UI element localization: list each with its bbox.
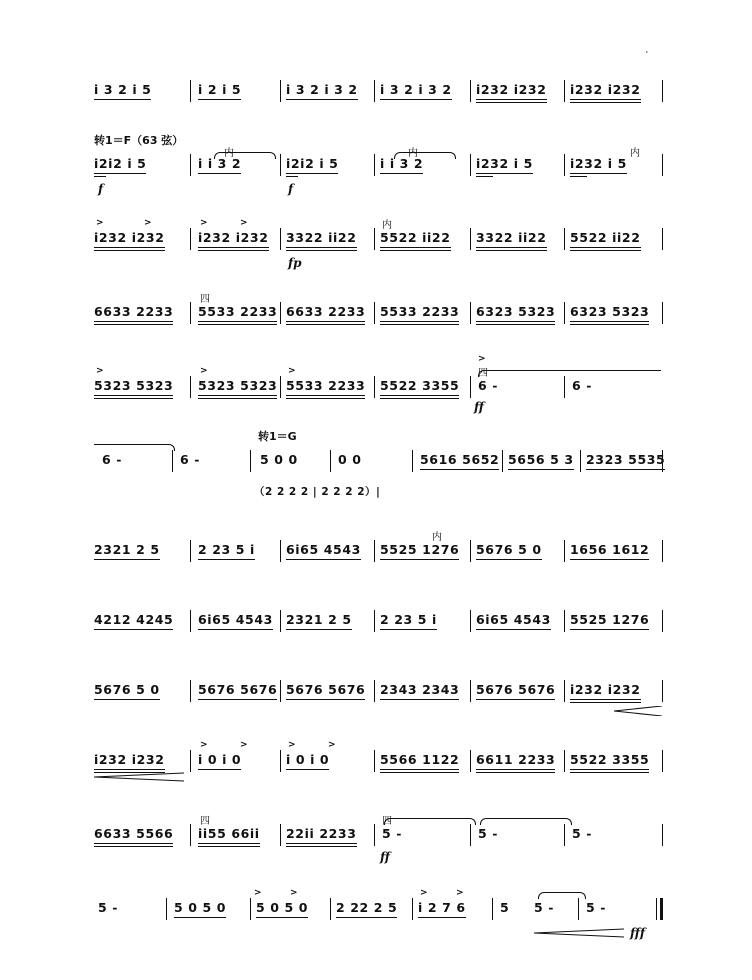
system-8: [94, 586, 664, 656]
measure: 22ii 2233: [286, 826, 357, 841]
measure: 5676 5 0: [476, 542, 542, 557]
measure: 5616 5652: [420, 452, 499, 467]
system-10: [94, 726, 664, 796]
measure: 6i65 4543: [476, 612, 551, 627]
nei-mark: 内: [224, 148, 234, 159]
system-6: [94, 426, 664, 496]
system-2: [94, 130, 664, 200]
measure: 5: [500, 900, 510, 915]
measure: 5522 ii22: [570, 230, 641, 245]
measure: 5 0 5 0: [256, 900, 308, 915]
measure: 6 -: [102, 452, 123, 467]
measure: 5 0 0: [260, 452, 298, 467]
accent-mark: >: [290, 888, 298, 898]
accent-mark: >: [240, 218, 248, 228]
measure: i232 i232: [94, 752, 165, 767]
measure: 5656 5 3: [508, 452, 574, 467]
measure: i 0 i 0: [198, 752, 241, 767]
si-mark: 四: [200, 294, 210, 305]
measure: i2i2 i 5: [286, 156, 338, 171]
measure: i i 3 2: [380, 156, 423, 171]
accent-mark: >: [288, 740, 296, 750]
accent-mark: >: [200, 366, 208, 376]
measure: 6633 2233: [94, 304, 173, 319]
measure: 5 -: [534, 900, 555, 915]
measure: i 3 2 i 3 2: [380, 82, 452, 97]
system-12-row: [94, 900, 664, 922]
measure: 5 -: [382, 826, 403, 841]
measure: 5 -: [572, 826, 593, 841]
system-7: [94, 516, 664, 586]
accent-mark: >: [420, 888, 428, 898]
system-3: [94, 204, 664, 274]
accent-mark: >: [144, 218, 152, 228]
accent-mark: >: [328, 740, 336, 750]
measure: i232 i232: [570, 682, 641, 697]
system-9-row: [94, 682, 664, 704]
measure: 5525 1276: [380, 542, 459, 557]
measure: 5533 2233: [198, 304, 277, 319]
dynamic-marking: ff: [380, 850, 390, 864]
measure: 4212 4245: [94, 612, 173, 627]
measure: 6633 5566: [94, 826, 173, 841]
measure: 3322 ii22: [286, 230, 357, 245]
system-9: [94, 656, 664, 726]
si-mark: 四: [478, 368, 488, 379]
crescendo-hairpin: [534, 928, 624, 938]
system-3-row: [94, 230, 664, 252]
dynamic-marking: f: [98, 182, 104, 196]
system-5: [94, 352, 664, 422]
key-change: 转1＝F（63 弦）: [94, 134, 184, 147]
measure: 5522 3355: [570, 752, 649, 767]
measure: i 3 2 i 5: [94, 82, 151, 97]
accent-mark: >: [200, 740, 208, 750]
measure: 5533 2233: [380, 304, 459, 319]
accent-mark: >: [478, 354, 486, 364]
measure: 6633 2233: [286, 304, 365, 319]
accent-mark: >: [200, 218, 208, 228]
system-12: [94, 874, 664, 944]
measure: 6 -: [180, 452, 201, 467]
system-4: [94, 278, 664, 348]
dynamic-marking: fff: [630, 926, 646, 940]
key-change: 转1＝G: [258, 430, 297, 443]
measure: i232 i232: [94, 230, 165, 245]
measure: 2343 2343: [380, 682, 459, 697]
measure: 5 -: [478, 826, 499, 841]
accent-mark: >: [240, 740, 248, 750]
measure: 6i65 4543: [198, 612, 273, 627]
accent-mark: >: [288, 366, 296, 376]
measure: 5522 ii22: [380, 230, 451, 245]
measure: 5323 5323: [198, 378, 277, 393]
dynamic-marking: ff: [474, 400, 484, 414]
measure: 5676 5676: [286, 682, 365, 697]
measure: 0 0: [338, 452, 362, 467]
measure: 6323 5323: [476, 304, 555, 319]
measure: 2321 2 5: [94, 542, 160, 557]
measure: 5676 5676: [198, 682, 277, 697]
system-4-row: [94, 304, 664, 326]
measure: 2 22 2 5: [336, 900, 397, 915]
measure: i i 3 2: [198, 156, 241, 171]
measure: 6 -: [478, 378, 499, 393]
measure: 5676 5676: [476, 682, 555, 697]
measure: 5522 3355: [380, 378, 459, 393]
system-7-row: [94, 542, 664, 564]
measure: i 0 i 0: [286, 752, 329, 767]
nei-mark: 内: [432, 532, 442, 543]
system-8-row: [94, 612, 664, 634]
si-mark: 四: [382, 816, 392, 827]
measure: 6323 5323: [570, 304, 649, 319]
accent-mark: >: [96, 218, 104, 228]
system-2-row: [94, 156, 664, 178]
measure: 6 -: [572, 378, 593, 393]
measure: 5 -: [98, 900, 119, 915]
system-11-row: [94, 826, 664, 848]
system-6-row: [94, 452, 664, 474]
measure: i 2 7 6: [418, 900, 466, 915]
measure: 3322 ii22: [476, 230, 547, 245]
measure: 2323 5535: [586, 452, 665, 467]
measure: i232 i232: [570, 82, 641, 97]
measure: i2i2 i 5: [94, 156, 146, 171]
measure: 5 0 5 0: [174, 900, 226, 915]
nei-mark: 内: [408, 148, 418, 159]
measure: 5533 2233: [286, 378, 365, 393]
measure: 5566 1122: [380, 752, 459, 767]
measure: i232 i232: [476, 82, 547, 97]
measure: 2321 2 5: [286, 612, 352, 627]
measure: 5323 5323: [94, 378, 173, 393]
measure: 6611 2233: [476, 752, 555, 767]
system-10-row: [94, 752, 664, 774]
system-5-row: [94, 378, 664, 400]
system-1: [94, 56, 664, 126]
system-11: [94, 800, 664, 870]
measure: i232 i 5: [476, 156, 533, 171]
accent-mark: >: [254, 888, 262, 898]
page-mark: ': [645, 50, 648, 59]
nei-mark: 内: [382, 220, 392, 231]
accent-mark: >: [456, 888, 464, 898]
measure: i232 i232: [198, 230, 269, 245]
measure: 1656 1612: [570, 542, 649, 557]
dynamic-marking: fp: [288, 256, 302, 270]
measure: 2 23 5 i: [380, 612, 437, 627]
measure: 5676 5 0: [94, 682, 160, 697]
measure: 5525 1276: [570, 612, 649, 627]
nei-mark: 内: [630, 148, 640, 159]
measure: i232 i 5: [570, 156, 627, 171]
measure: 2 23 5 i: [198, 542, 255, 557]
measure: i 2 i 5: [198, 82, 241, 97]
measure: 5 -: [586, 900, 607, 915]
crescendo-hairpin: [94, 772, 184, 782]
measure: i 3 2 i 3 2: [286, 82, 358, 97]
si-mark: 四: [200, 816, 210, 827]
measure: ii55 66ii: [198, 826, 260, 841]
accent-mark: >: [96, 366, 104, 376]
harmony-line: （2 2 2 2 | 2 2 2 2）|: [254, 486, 381, 498]
crescendo-hairpin: [614, 706, 662, 716]
system-1-row: [94, 82, 664, 104]
dynamic-marking: f: [288, 182, 294, 196]
measure: 6i65 4543: [286, 542, 361, 557]
